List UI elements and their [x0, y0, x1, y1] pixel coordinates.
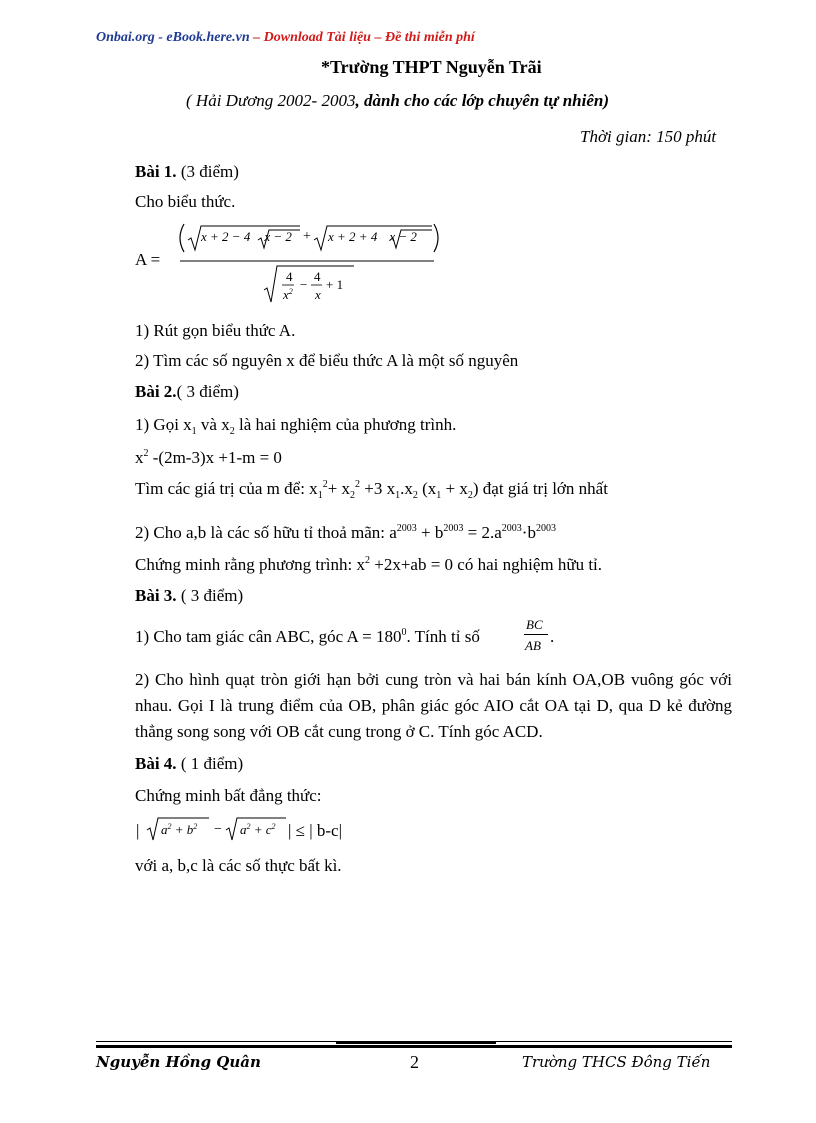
den-f2-den: x [315, 287, 321, 302]
bai3-points: ( 3 điểm) [176, 586, 244, 605]
den-f1-x: x [283, 287, 289, 302]
r1-a: a [161, 822, 168, 837]
ratio-den: AB [525, 638, 541, 653]
bai2-q1-pre: 1) Gọi x [135, 415, 192, 434]
subtitle-post: , dành cho các lớp chuyên tự nhiên) [355, 91, 610, 110]
num-plus: + [303, 229, 311, 244]
q2-e1: 2003 [396, 523, 417, 534]
num-right-text: x + 2 + 4 [328, 229, 378, 244]
find-plus: + x [327, 479, 351, 498]
prove-exp: 2 [365, 555, 370, 566]
q2-dot: ·b [521, 523, 536, 542]
bai3-q2-text: 2) Cho hình quạt tròn giới hạn bởi cung tròn và hai bán kính OA,OB vuông góc với nhau. Gọi I là trung điểm của OB, phân giác góc AIO cắt OA tại D, qua D kẻ đường thẳng song song với OB cắt cung trong ở C. Tính góc ACD. [135, 670, 732, 741]
footer-school: Trường THCS Đông Tiến [522, 1053, 711, 1071]
bai3-q1-exp: 0 [401, 627, 407, 638]
find-s6: 2 [467, 490, 473, 501]
expr-a-label: A = [135, 250, 161, 269]
footer-rule-thick [96, 1045, 732, 1048]
footer-rule-center [336, 1041, 496, 1044]
bai1-title: Bài 1. [135, 162, 177, 181]
find-pre: Tìm các giá trị của m để: x [135, 479, 318, 498]
header-site: Onbai.org - eBook.here.vn [96, 30, 250, 45]
eq-x: x [135, 448, 144, 467]
num-left-text: x + 2 − 4 [201, 229, 251, 244]
bai2-prove [135, 556, 602, 573]
subtitle-pre: ( Hải Dương 2002- 2003 [186, 91, 356, 110]
find-e1: 2 [322, 479, 328, 490]
bai1-q2: 2) Tìm các số nguyên x để biểu thức A là một số nguyên [135, 351, 519, 370]
eq-rest: -(2m-3)x +1-m = 0 [148, 448, 282, 467]
ratio-num: BC [526, 617, 543, 632]
find-plus2: + x [441, 479, 468, 498]
find-s1: 1 [317, 490, 323, 501]
ineq-rhs: | ≤ | b-c| [288, 821, 342, 840]
find-s4: 2 [412, 490, 418, 501]
bai2-equation [135, 449, 282, 466]
ratio-bar [524, 634, 548, 635]
bai2-find [135, 479, 608, 501]
find-paren: (x [417, 479, 437, 498]
ratio-end: . [550, 627, 555, 646]
r2-plus: + c [250, 822, 272, 837]
bai3-q1 [135, 628, 480, 645]
bai2-q2 [135, 524, 556, 541]
r1-exp2: 2 [193, 822, 198, 831]
bai2-points: ( 3 điểm) [176, 382, 239, 401]
q2-b: + b [416, 523, 444, 542]
bai3-heading [135, 587, 243, 604]
bai1-intro: Cho biểu thức. [135, 192, 236, 211]
find-s3: 1 [395, 490, 401, 501]
prove-pre: Chứng minh rằng phương trình: x [135, 555, 365, 574]
header-sep: – [253, 30, 261, 45]
r1-exp: 2 [167, 822, 172, 831]
q2-pre: 2) Cho a,b là các số hữu tỉ thoả mãn: a [135, 523, 397, 542]
r2-exp: 2 [246, 822, 251, 831]
den-f1-num: 4 [286, 269, 293, 284]
find-post: ) đạt giá trị lớn nhất [472, 479, 608, 498]
header-banner [96, 30, 475, 46]
footer-page-number: 2 [410, 1052, 419, 1072]
r2-exp2: 2 [271, 822, 276, 831]
footer-author: Nguyễn Hồng Quân [96, 1053, 261, 1071]
bai1-points: (3 điểm) [176, 162, 239, 181]
bai1-q1: 1) Rút gọn biểu thức A. [135, 321, 296, 340]
ineq-bar-left: | [136, 821, 140, 840]
bai3-q1-mid: . Tính tỉ số [406, 627, 480, 646]
q2-e4: 2003 [535, 523, 556, 534]
bai4-title: Bài 4. [135, 754, 177, 773]
bai2-heading [135, 383, 239, 400]
bai3-q2 [135, 667, 732, 745]
q2-eq: = 2.a [463, 523, 502, 542]
find-s2: 2 [350, 490, 356, 501]
ineq-root2 [240, 822, 276, 838]
bai2-q1-sub2: 2 [229, 426, 235, 437]
find-mid: +3 x [360, 479, 396, 498]
bai4-intro: Chứng minh bất đẳng thức: [135, 786, 322, 805]
ineq-root1 [161, 822, 197, 838]
page-title: *Trường THPT Nguyễn Trãi [321, 57, 542, 77]
bai2-q1 [135, 415, 457, 437]
num-right-term [328, 229, 417, 245]
bai3-title: Bài 3. [135, 586, 177, 605]
num-inner-left: x − 2 [264, 229, 292, 244]
num-left-term [201, 229, 292, 245]
bai2-q1-mid: và x [196, 415, 230, 434]
den-f2-num: 4 [314, 269, 321, 284]
bai4-note: với a, b,c là các số thực bất kì. [135, 856, 342, 875]
find-e2: 2 [355, 479, 361, 490]
den-f1-den [283, 287, 293, 303]
header-download: Download Tài liệu – Đề thi miễn phí [263, 30, 475, 45]
ineq-minus: − [214, 822, 222, 837]
bai4-heading [135, 755, 243, 772]
den-plus-one: + 1 [326, 277, 344, 292]
den-f1-exp: 2 [288, 287, 293, 296]
bai4-points: ( 1 điểm) [176, 754, 244, 773]
bai2-q1-sub1: 1 [191, 426, 197, 437]
r2-a: a [240, 822, 247, 837]
page-subtitle [186, 92, 609, 109]
find-dot: .x [400, 479, 413, 498]
bai1-heading [135, 163, 239, 180]
bai2-q1-post: là hai nghiệm của phương trình. [234, 415, 457, 434]
bai2-title: Bài 2. [135, 382, 177, 401]
q2-e2: 2003 [443, 523, 464, 534]
prove-post: +2x+ab = 0 có hai nghiệm hữu tỉ. [370, 555, 603, 574]
eq-exp: 2 [143, 448, 149, 459]
r1-plus: + b [171, 822, 194, 837]
find-s5: 1 [436, 490, 442, 501]
den-minus: − [300, 277, 308, 292]
time-limit: Thời gian: 150 phút [580, 127, 717, 146]
q2-e3: 2003 [501, 523, 522, 534]
num-inner-right: x − 2 [389, 229, 417, 244]
bai3-q1-pre: 1) Cho tam giác cân ABC, góc A = 180 [135, 627, 402, 646]
